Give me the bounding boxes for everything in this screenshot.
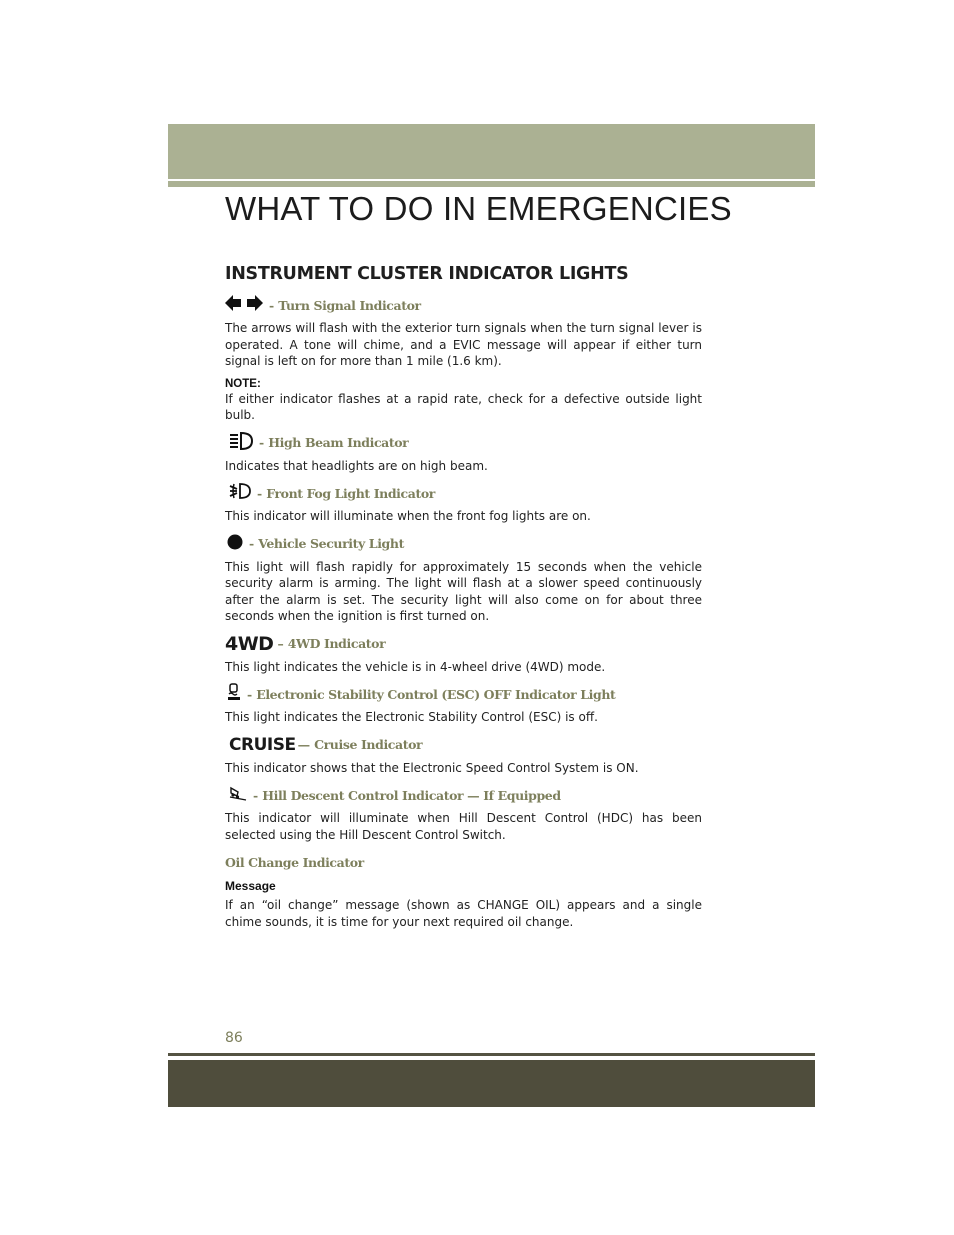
message-label: Message xyxy=(225,879,276,893)
cruise-body: This indicator shows that the Electronic Speed Control System is ON. xyxy=(225,760,639,775)
footer-band xyxy=(168,1060,815,1107)
esc-off-heading: - Electronic Stability Control (ESC) OFF Indicator Light xyxy=(225,683,702,705)
note-text: If either indicator flashes at a rapid rate, check for a defective outside light bulb. xyxy=(225,391,702,422)
hill-descent-body: This indicator will illuminate when Hill Descent Control (HDC) has been selected using the Hill Descent Control Switch. xyxy=(225,811,702,842)
oil-change-heading xyxy=(225,851,702,873)
section-title: INSTRUMENT CLUSTER INDICATOR LIGHTS xyxy=(225,264,629,284)
turn-signal-arrows-icon xyxy=(225,295,263,315)
hill-descent-heading: - Hill Descent Control Indicator — If Equipped xyxy=(225,784,702,806)
header-stripe xyxy=(168,181,815,187)
vehicle-security-body: This light will flash rapidly for approximately 15 seconds when the vehicle security alarm is arming. The light will flash at a slower speed continuously after the alarm is set. The security light will also come on for about three seconds when the ignition is first turned on. xyxy=(225,559,702,623)
esc-off-car-skid-icon xyxy=(227,683,241,705)
oil-change-body: If an “oil change” message (shown as CHANGE OIL) appears and a single chime sounds, it is time for your next required oil change. xyxy=(225,898,702,929)
four-wd-heading: 4WD – 4WD Indicator xyxy=(225,632,386,655)
vehicle-security-title: Vehicle Security Light xyxy=(258,536,404,551)
front-fog-heading: - Front Fog Light Indicator xyxy=(225,482,702,504)
hill-descent-car-icon xyxy=(229,785,247,805)
cruise-title: Cruise Indicator xyxy=(314,737,423,752)
high-beam-body: Indicates that headlights are on high beam. xyxy=(225,458,488,473)
turn-signal-body: The arrows will flash with the exterior turn signals when the turn signal lever is operated. A tone will chime, and a EVIC message will appear if either turn signal is left on for more than 1 mile (1.6 km). xyxy=(225,321,702,368)
front-fog-title: Front Fog Light Indicator xyxy=(266,485,435,501)
vehicle-security-heading: - Vehicle Security Light xyxy=(225,533,702,555)
footer-stripe xyxy=(168,1053,815,1056)
high-beam-heading: - High Beam Indicator xyxy=(225,432,702,454)
four-wd-body: This light indicates the vehicle is in 4-wheel drive (4WD) mode. xyxy=(225,659,606,674)
hill-descent-title: Hill Descent Control Indicator — If Equipped xyxy=(262,787,561,803)
chapter-title: WHAT TO DO IN EMERGENCIES xyxy=(225,190,732,227)
esc-off-body: This light indicates the Electronic Stability Control (ESC) is off. xyxy=(225,710,598,724)
high-beam-title: High Beam Indicator xyxy=(268,435,409,450)
security-light-dot-icon xyxy=(227,534,243,554)
cruise-badge: CRUISE xyxy=(229,734,296,755)
turn-signal-title: Turn Signal Indicator xyxy=(278,297,421,313)
four-wd-title: 4WD Indicator xyxy=(287,636,386,651)
esc-off-title: Electronic Stability Control (ESC) OFF Indicator Light xyxy=(256,686,616,702)
header-band xyxy=(168,124,815,179)
front-fog-body: This indicator will illuminate when the front fog lights are on. xyxy=(225,509,591,523)
cruise-heading: CRUISE — Cruise Indicator xyxy=(229,734,423,755)
turn-signal-heading: - Turn Signal Indicator xyxy=(225,294,702,316)
high-beam-icon xyxy=(229,432,253,454)
oil-change-title: Oil Change Indicator xyxy=(225,854,364,870)
page-number: 86 xyxy=(225,1030,243,1046)
four-wd-badge: 4WD xyxy=(225,632,274,655)
note-label: NOTE: xyxy=(225,377,261,390)
fog-light-icon xyxy=(229,483,251,503)
page-content xyxy=(225,264,702,938)
